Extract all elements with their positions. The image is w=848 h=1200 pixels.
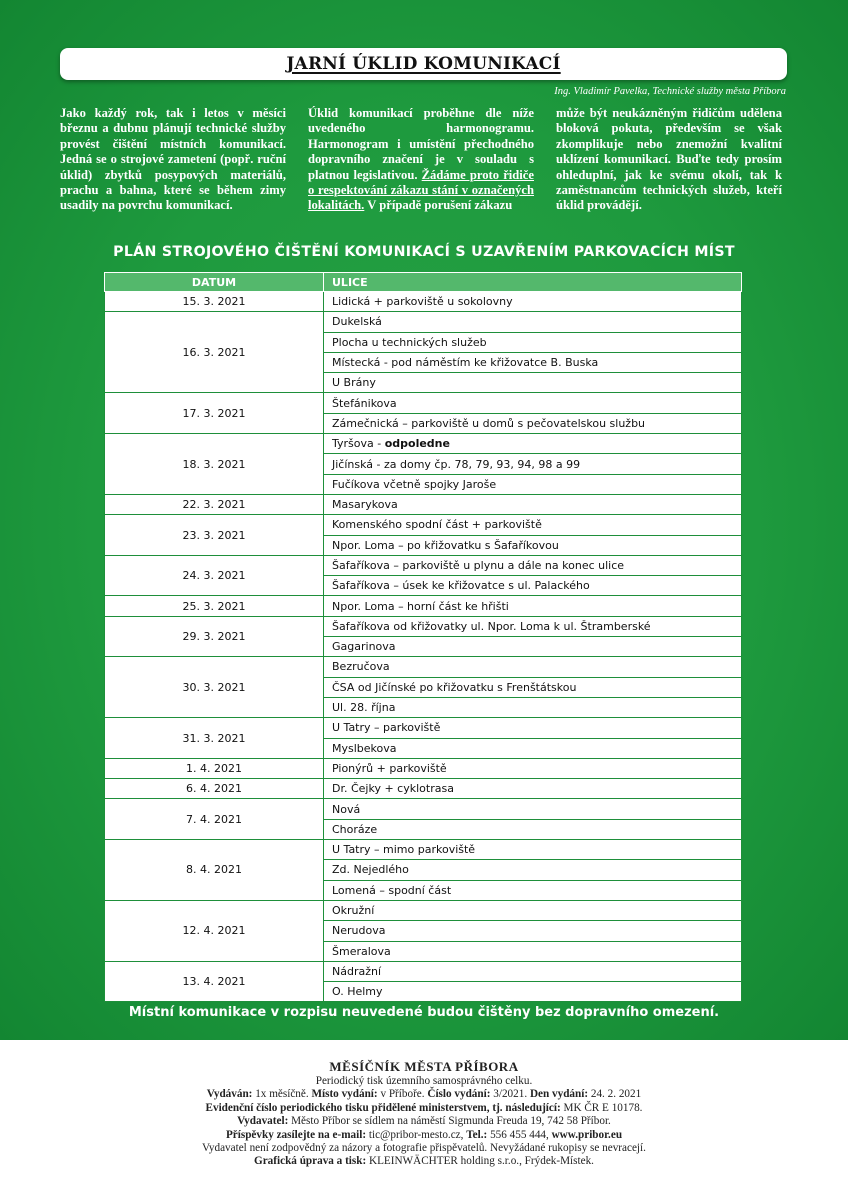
title-banner [60,48,787,80]
colophon-disclaimer: Vydavatel není zodpovědný za názory a fotografie přispěvatelů. Nevyžádané rukopisy se nevracejí. [202,1142,646,1155]
colophon-print-line [0,1155,848,1168]
value: 1x měsíčně. [252,1088,312,1101]
street-cell: ČSA od Jičínské po křižovatku s Frenštátskou [324,677,742,697]
schedule-body [105,292,742,1002]
colophon-issue-line [0,1088,848,1101]
column-header-street: ULICE [324,273,742,292]
street-cell: Lomená – spodní část [324,880,742,900]
value: KLEINWÄCHTER holding s.r.o., Frýdek-Místek. [366,1155,594,1168]
value: 24. 2. 2021 [588,1088,642,1101]
date-cell: 13. 4. 2021 [105,961,324,1002]
article-title: JARNÍ ÚKLID KOMUNIKACÍ [286,54,561,74]
label: Den vydání: [529,1088,589,1101]
date-cell: 6. 4. 2021 [105,779,324,799]
street-cell: U Tatry – mimo parkoviště [324,840,742,860]
website-link[interactable]: www.pribor.eu [551,1128,623,1141]
label: Číslo vydání: [427,1088,491,1101]
street-cell: Šmeralova [324,941,742,961]
article-column-3: může být neukázněným řidičům udělena bloková pokuta, především se však zkomplikuje nebo znemožní kvalitní uklízení komunikací. Buďte tedy prosím ohleduplní, jak ke svému okolí, tak k zaměstnancům technických služeb, kteří úklid provádějí. [556,106,782,213]
label: Vydavatel: [237,1115,289,1128]
table-row [105,494,742,514]
colophon-publisher-line [0,1115,848,1128]
table-row [105,515,742,535]
colophon-title: MĚSÍČNÍK MĚSTA PŘÍBORA [329,1059,519,1074]
street-text: Tyršova - [332,437,385,451]
date-cell: 30. 3. 2021 [105,657,324,718]
street-cell: Štefánikova [324,393,742,413]
colophon-subtitle: Periodický tisk územního samosprávného celku. [315,1075,533,1087]
table-header-row [105,273,742,292]
article-column-2 [308,106,534,214]
label: Příspěvky zasílejte na e-mail: [225,1128,367,1141]
colophon-registration-line [0,1102,848,1115]
date-cell: 12. 4. 2021 [105,900,324,961]
street-cell: Šafaříkova – parkoviště u plynu a dále na konec ulice [324,555,742,575]
street-cell: Nerudova [324,921,742,941]
label: Evidenční číslo periodického tisku přidělené ministerstvem, tj. následující: [205,1101,561,1114]
table-row [105,900,742,920]
label: Grafická úprava a tisk: [254,1155,367,1168]
plan-heading: PLÁN STROJOVÉHO ČIŠTĚNÍ KOMUNIKACÍ S UZAVŘENÍM PARKOVACÍCH MÍST [113,244,735,260]
street-cell: Dr. Čejky + cyklotrasa [324,779,742,799]
label: Místo vydání: [311,1088,378,1101]
value: 556 455 444, [487,1128,552,1141]
street-cell: Komenského spodní část + parkoviště [324,515,742,535]
table-row [105,312,742,332]
label: Tel.: [466,1128,488,1141]
street-cell: U Tatry – parkoviště [324,718,742,738]
value: 3/2021. [490,1088,530,1101]
street-cell: Šafaříkova – úsek ke křižovatce s ul. Palackého [324,576,742,596]
street-cell: O. Helmy [324,982,742,1002]
email-link[interactable]: tic@pribor-mesto.cz, [366,1128,467,1141]
date-cell: 8. 4. 2021 [105,840,324,901]
street-cell: Nová [324,799,742,819]
street-cell [324,434,742,454]
street-cell: Jičínská - za domy čp. 78, 79, 93, 94, 98 a 99 [324,454,742,474]
date-cell: 7. 4. 2021 [105,799,324,840]
label: Vydáván: [206,1088,253,1101]
street-cell: Ul. 28. října [324,697,742,717]
street-cell: Masarykova [324,494,742,514]
column-header-date: DATUM [105,273,324,292]
street-cell: Nádražní [324,961,742,981]
date-cell: 15. 3. 2021 [105,292,324,312]
street-note: odpoledne [384,437,450,451]
date-cell: 1. 4. 2021 [105,758,324,778]
date-cell: 18. 3. 2021 [105,434,324,495]
table-row [105,393,742,413]
value: Město Příbor se sídlem na náměstí Sigmunda Freuda 19, 742 58 Příbor. [288,1115,611,1128]
article-text: Úklid komunikací proběhne dle níže uvedeného harmonogramu. Harmonogram i umístění přechodného dopravního značení je v souladu s platnou legislativou. [308,106,534,182]
table-row [105,779,742,799]
street-cell: Bezručova [324,657,742,677]
value: MK ČR E 10178. [560,1101,643,1114]
value: v Příboře. [377,1088,428,1101]
street-cell: Pionýrů + parkoviště [324,758,742,778]
table-row [105,961,742,981]
street-cell: Zámečnická – parkoviště u domů s pečovatelskou službu [324,413,742,433]
no-parking-notice-link[interactable]: Žádáme proto řidiče o respektování zákazu stání v označených lokalitách. [308,167,534,213]
date-cell: 25. 3. 2021 [105,596,324,616]
street-cell: U Brány [324,373,742,393]
street-cell: Plocha u technických služeb [324,332,742,352]
date-cell: 23. 3. 2021 [105,515,324,556]
date-cell: 29. 3. 2021 [105,616,324,657]
date-cell: 17. 3. 2021 [105,393,324,434]
street-cell: Fučíkova včetně spojky Jaroše [324,474,742,494]
table-row [105,596,742,616]
table-row [105,758,742,778]
street-cell: Choráze [324,819,742,839]
date-cell: 22. 3. 2021 [105,494,324,514]
article-text: V případě porušení zákazu [364,198,513,213]
street-cell: Npor. Loma – po křižovatku s Šafaříkovou [324,535,742,555]
schedule-footnote: Místní komunikace v rozpisu neuvedené budou čištěny bez dopravního omezení. [128,1005,720,1020]
street-cell: Npor. Loma – horní část ke hřišti [324,596,742,616]
date-cell: 24. 3. 2021 [105,555,324,596]
table-row [105,799,742,819]
article-column-1: Jako každý rok, tak i letos v měsíci březnu a dubnu plánují technické služby provést čištění místních komunikací. Jedná se o strojové zametení (popř. ruční úklid) zbytků posypových materiálů, prachu a bahna, které se během zimy usadily na povrchu komunikací. [60,106,286,213]
street-cell: Dukelská [324,312,742,332]
street-cell: Gagarinova [324,637,742,657]
cleaning-schedule-table [104,272,742,1002]
author-byline: Ing. Vladimír Pavelka, Technické služby města Příbora [554,86,786,97]
table-row [105,840,742,860]
table-row [105,555,742,575]
street-cell: Zd. Nejedlého [324,860,742,880]
street-cell: Šafaříkova od křižovatky ul. Npor. Loma k ul. Štramberské [324,616,742,636]
street-cell: Myslbekova [324,738,742,758]
table-row [105,434,742,454]
table-row [105,616,742,636]
street-cell: Místecká - pod náměstím ke křižovatce B. Buska [324,352,742,372]
table-row [105,718,742,738]
table-row [105,657,742,677]
street-cell: Lidická + parkoviště u sokolovny [324,292,742,312]
date-cell: 16. 3. 2021 [105,312,324,393]
colophon-contact-line [0,1129,848,1142]
street-cell: Okružní [324,900,742,920]
table-row [105,292,742,312]
colophon [0,1058,848,1169]
date-cell: 31. 3. 2021 [105,718,324,759]
